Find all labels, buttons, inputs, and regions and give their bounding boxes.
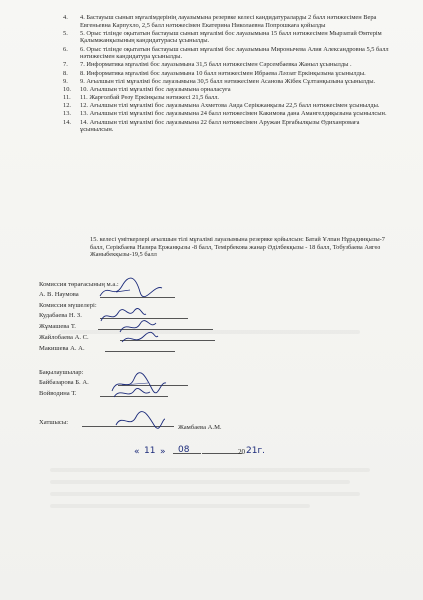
date-year-suffix: 21г.	[246, 446, 266, 456]
bleed-through-line	[60, 330, 360, 334]
observers-label: Бақылаушылар:	[39, 369, 84, 376]
protocol-item-text: 8. Информатика мұғалімі бос лауазымына 10 балл нәтижесімен Ибраева Ләззат Еркінқызына ұсынылды.	[80, 69, 366, 77]
protocol-item	[63, 70, 393, 78]
date-month: 08	[178, 445, 190, 455]
member-name: Жайлобаева А. С.	[39, 334, 89, 341]
protocol-item-number: 6.	[63, 45, 68, 53]
protocol-item-text: 14. Ағылшын тілі мұғалімі бос лауазымына 22 балл нәтижесімен Аружан Ерғабылқызы Өдиханроваға ұсынылсын.	[80, 118, 360, 134]
protocol-item-number: 5.	[63, 29, 68, 37]
protocol-item-text: 12. Ағылшын тілі мұғалімі бос лауазымына Ахметова Аида Серікжанқызы 22,5 балл нәтижесімен ұсынылды.	[80, 102, 380, 110]
signature-scribble-chair	[96, 274, 166, 304]
chair-name: А. В. Наумова	[39, 291, 79, 298]
member-name: Макишева А. А.	[39, 345, 85, 352]
protocol-item-number: 4.	[63, 14, 68, 21]
protocol-item	[63, 78, 393, 86]
bleed-through-line	[50, 492, 360, 496]
date-day: 11	[144, 446, 156, 456]
protocol-item-number: 7.	[63, 61, 68, 69]
protocol-item	[63, 94, 393, 102]
protocol-item-text: 10. Ағылшын тілі мұғалімі бос лауазымына орналасуға	[80, 85, 231, 93]
signature-scribble-observer	[112, 385, 152, 403]
protocol-item	[63, 46, 393, 61]
member-name: Кудабаева Н. З.	[39, 312, 82, 319]
protocol-item	[63, 102, 393, 110]
protocol-item-number: 11.	[63, 94, 71, 102]
bleed-through-line	[50, 480, 350, 484]
protocol-item	[63, 110, 393, 118]
protocol-items	[63, 14, 393, 134]
protocol-item	[63, 119, 393, 134]
protocol-item-number: 10.	[63, 85, 71, 93]
protocol-item-text: 9. Ағылшын тілі мұғалімі бос лауазымына 30,5 балл нәтижесімен Асанова Жібек Сұлтанқызына ұсынылды.	[80, 77, 376, 85]
protocol-item-number: 13.	[63, 110, 71, 118]
chair-label: Комиссия төрағасының м.а.:	[39, 281, 119, 288]
protocol-item	[63, 30, 393, 45]
date-year-prefix: 20	[238, 448, 245, 456]
protocol-item-text: 6. Орыс тілінде оқытатын бастауыш сынып мұғалімі бос лауазымына Миронычева Алия Александровна 5,5 балл нәтижесімен кандидатура ұсынылды.	[80, 45, 389, 61]
protocol-item-number: 9.	[63, 77, 68, 85]
signature-scribble-secretary	[112, 409, 167, 431]
secretary-name: Жамбаева А.М.	[178, 424, 222, 431]
bleed-through-line	[50, 468, 370, 472]
document-page: 4. 4. Бастауыш сынып мұғалімдерінің лауазымына резервке келесі кандидатураларды 2 балл нәтижесімен Вера Евгеньевна Карпухло, 2,5 балл нәтижесімен Екатерина Николаевна Попрошкаға қойылды 5. 5. Орыс тілінде оқытатын бастауыш сынып мұғалімі бос лауазымына 15 балл нәтижесімен Мырзатай Өмтерім Қалымжанқызының кандидатурасы ұсынылды. 6. 6. Орыс тілінде оқытатын бастауыш сынып мұғалімі бос лауазымына Миронычева Алия Александровна 5,5 балл нәтижесімен кандидатура ұсынылды. 7. 7. Информатика мұғалімі бос лауазымына 31,5 балл нәтижесімен Сәрсембаевка Жаныл ұсынылды . 8. 8. Информатика мұғалімі бос лауазымына 10 балл нәтижесімен Ибраева Ләззат Еркінқызына ұсынылды. 9. 9. Ағылшын тілі мұғалімі бос лауазымына 30,5 балл нәтижесімен Асанова Жібек Сұлтанқызына ұсынылды. 10. 10. Ағылшын тілі мұғалімі бос лауазымына орналасуға 11. 11. Жарғолбай Рөзу Еркінқызы нәтижесі 21,5 балл. 12. 12. Ағылшын тілі мұғалімі бос лауазымына Ахметова Аида Серікжанқызы 22,5 балл нәтижесімен ұсынылды. 13. 13. Ағылшын тілі мұғалімі бос лауазымына 24 балл нәтижесімен Какимова дана Амангелдиқызына ұсынылсын. 14. 14. Ағылшын тілі мұғалімі бос лауазымына 22 балл нәтижесімен Аружан Ерғабылқызы Өдиханроваға ұсынылсын. 15. келесі үміткерлері ағылшын тілі мұғалімі лауазымына резервке қойылсын: Батай Ұлпан Нұрадинқызы-7 балл, Серікбаева Назира Ержанқызы -8 балл, Темірбекова жанар Әділбекқызы - 18 балл, Тобузбаева Аягөз Жаныбекқызы-19,5 балл Комиссия төрағасының м.а.: А. В. Наумова Комиссия мүшелері: Кудабаева Н. З. Жұмашева Т. Жайлобаева А. С. Макишева А. А. Бақылаушылар: Байбазарова Б. А. Войводина Т. Хатшысы: Жамбаева А.М. 11 » 08 20 21г. «	[0, 0, 423, 600]
observer-name: Войводина Т.	[39, 390, 77, 397]
reserve-note: 15. келесі үміткерлері ағылшын тілі мұғалімі лауазымына резервке қойылсын: Батай Ұлпан Нұрадинқызы-7 балл, Серікбаева Назира Ержанқызы -8 балл, Темірбекова жанар Әділбекқызы - 18 балл, Тобузбаева Аягөз Жаныбекқызы-19,5 балл	[90, 236, 385, 259]
observer-name: Байбазарова Б. А.	[39, 379, 89, 386]
protocol-item	[63, 61, 393, 69]
protocol-item	[63, 14, 393, 29]
bleed-through-line	[50, 504, 310, 508]
protocol-item-text: 4. Бастауыш сынып мұғалімдерінің лауазымына резервке келесі кандидатураларды 2 балл нәтижесімен Вера Евгеньевна Карпухло, 2,5 балл нәтижесімен Екатерина Николаевна Попрошкаға қойылды	[80, 14, 377, 29]
members-label: Комиссия мүшелері:	[39, 302, 97, 309]
protocol-item-number: 8.	[63, 69, 68, 77]
member-name: Жұмашева Т.	[39, 323, 76, 330]
protocol-item-number: 12.	[63, 102, 71, 110]
protocol-item-text: 11. Жарғолбай Рөзу Еркінқызы нәтижесі 21,5 балл.	[80, 94, 220, 102]
protocol-item	[63, 86, 393, 94]
protocol-item-text: 7. Информатика мұғалімі бос лауазымына 31,5 балл нәтижесімен Сәрсембаевка Жаныл ұсынылды .	[80, 61, 352, 69]
signature-scribble-member	[120, 330, 160, 348]
protocol-item-number: 14.	[63, 118, 71, 126]
secretary-label: Хатшысы:	[39, 419, 69, 426]
signature-line	[105, 351, 175, 352]
protocol-item-text: 5. Орыс тілінде оқытатын бастауыш сынып мұғалімі бос лауазымына 15 балл нәтижесімен Мырзатай Өмтерім Қалымжанқызының кандидатурасы ұсынылды.	[80, 29, 382, 45]
protocol-item-text: 13. Ағылшын тілі мұғалімі бос лауазымына 24 балл нәтижесімен Какимова дана Амангелдиқызына ұсынылсын.	[80, 110, 387, 118]
